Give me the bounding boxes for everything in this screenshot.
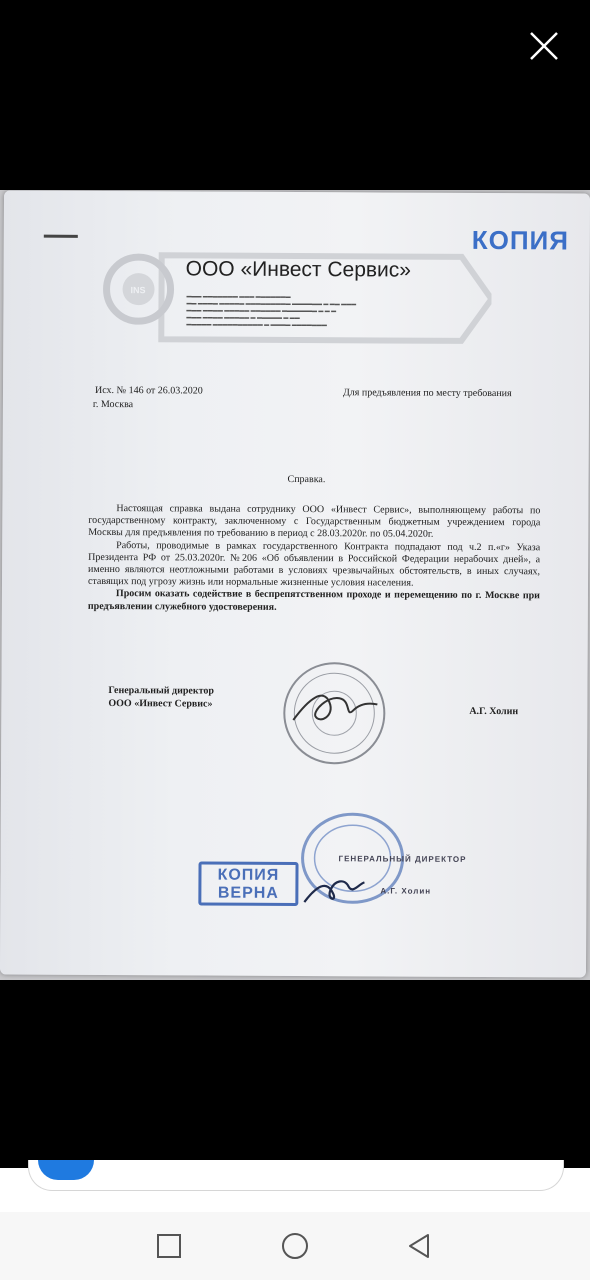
signer-role: [108, 684, 214, 711]
close-icon[interactable]: [522, 24, 566, 68]
document-title: Справка.: [287, 473, 326, 486]
triangle-back-icon[interactable]: [406, 1232, 434, 1260]
paragraph-2: Работы, проводимые в рамках государственного Контракта подпадают под ч.2 п.«г» Указа Президента РФ от 25.03.2020г. №206 «Об объявлении в Российской Федерации нерабочих дней», а именно являются неотложными работами в условиях чрезвычайных обстоятельств, в иных случаях, ставящих под угрозу жизнь или нормальные жизненные условия населения.: [87, 539, 541, 589]
seal-text-name: А.Г. Холин: [380, 886, 432, 896]
document-body: [88, 503, 541, 615]
document-photo: [0, 190, 590, 980]
dash-mark: [44, 235, 78, 238]
signer-role-line-1: Генеральный директор: [108, 685, 215, 697]
signer-name: А.Г. Холин: [469, 705, 519, 718]
circle-icon[interactable]: [281, 1232, 309, 1260]
square-icon[interactable]: [155, 1232, 183, 1260]
svg-text:INS: INS: [130, 285, 146, 296]
round-seal: [279, 658, 390, 769]
outgoing-number: Исх. № 146 от 26.03.2020: [94, 384, 203, 397]
bottom-card: [28, 1160, 564, 1191]
kopia-stamp: КОПИЯ: [471, 224, 570, 256]
seal-text-role: ГЕНЕРАЛЬНЫЙ ДИРЕКТОР: [338, 854, 467, 864]
paragraph-1: Настоящая справка выдана сотруднику ООО «Инвест Сервис», выполняющему работы по государственному контракту, заключенному с Государственным бюджетным учреждением города Москвы для предъявления по требованию в период с 28.03.2020г. по 05.04.2020г.: [88, 503, 541, 541]
copy-stamp-line-2: ВЕРНА: [217, 884, 279, 902]
signer-role-line-2: ООО «Инвест Сервис»: [108, 698, 213, 710]
copy-verified-stamp: [198, 861, 298, 906]
requisites-block: ▬▬▬ ▬▬▬▬▬▬▬ ▬▬▬ ▬▬▬▬▬▬▬ ▬▬ ▬▬▬▬ ▬▬▬▬▬ ▬▬▬▬▬▬▬▬▬ ▬▬▬▬▬▬ ▬ ▬▬ ▬▬▬ ▬▬▬ ▬▬▬▬ ▬▬▬▬▬ ▬▬▬▬▬▬ ▬▬▬▬▬▬▬ ▬ ▬ ▬ ▬▬▬ ▬▬▬▬ ▬▬▬▬▬ ▬ ▬▬▬▬▬ ▬ ▬▬ ▬▬▬▬▬ ▬▬▬▬▬▬▬▬▬▬ ▬ ▬▬▬▬ ▬▬▬▬▬▬▬: [186, 293, 357, 329]
copy-stamp-line-1: КОПИЯ: [217, 866, 280, 884]
system-navigation-bar: [0, 1212, 590, 1280]
paragraph-3: Просим оказать содействие в беспрепятственном проходе и перемещению по г. Москве при предъявлении служебного удостоверения.: [87, 588, 540, 613]
document-sheet: [0, 190, 590, 977]
presentation-note: Для предъявления по месту требования: [342, 387, 512, 400]
company-name: ООО «Инвест Сервис»: [185, 257, 412, 282]
city: г. Москва: [92, 398, 134, 411]
